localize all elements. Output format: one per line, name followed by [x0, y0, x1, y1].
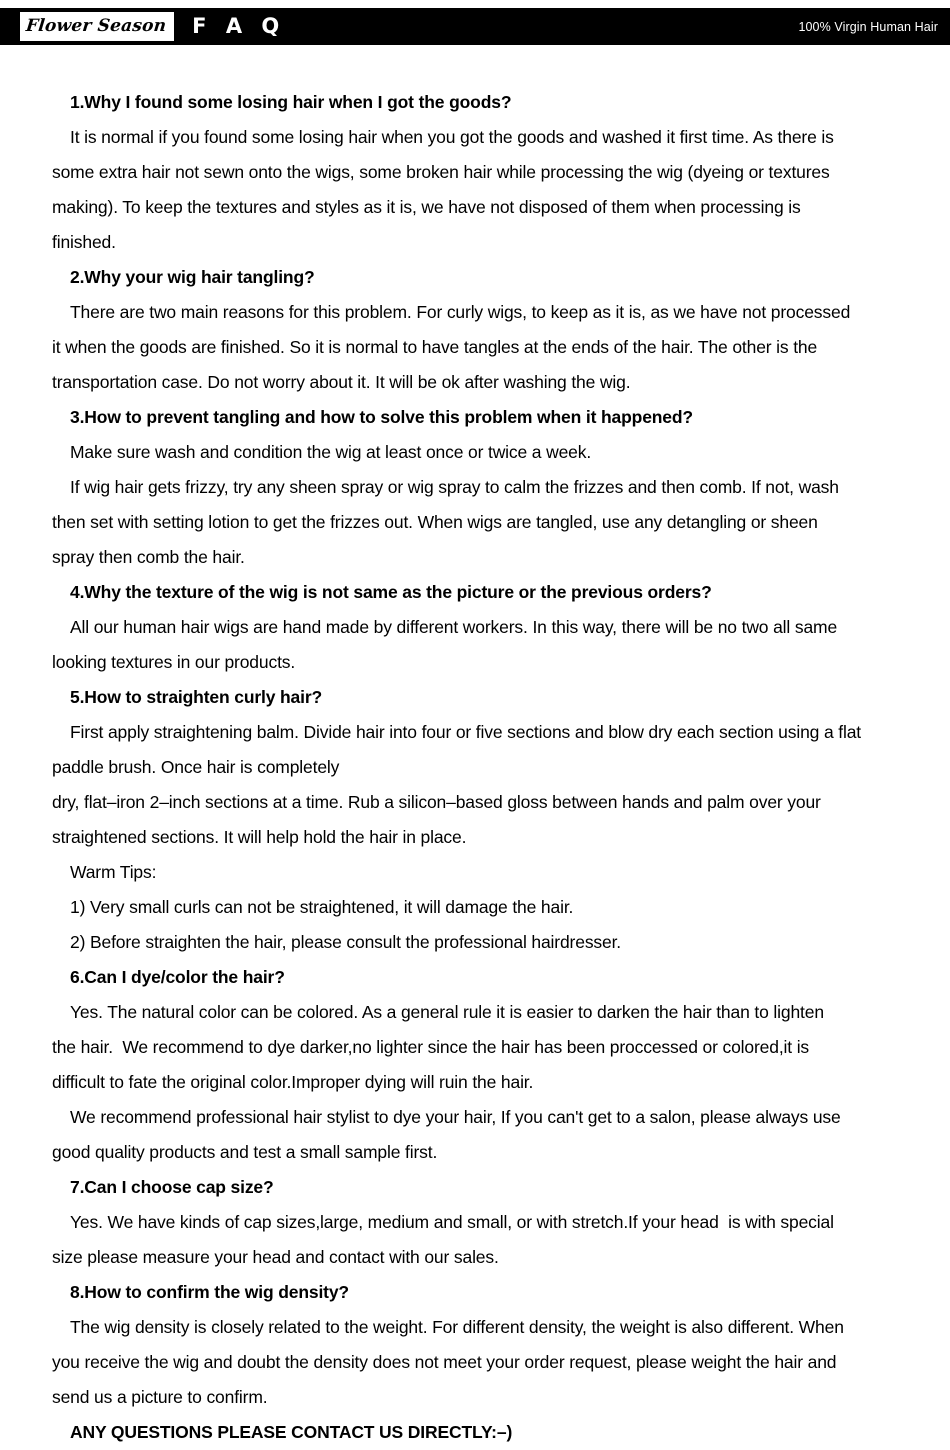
faq-answer-line: then set with setting lotion to get the frizzes out. When wigs are tangled, use any detangling or sheen: [52, 512, 818, 532]
faq-answer-line: paddle brush. Once hair is completely: [52, 757, 340, 777]
faq-answer-line: transportation case. Do not worry about it. It will be ok after washing the wig.: [52, 372, 631, 392]
faq-answer-line: Yes. We have kinds of cap sizes,large, medium and small, or with stretch.If your head is with special: [70, 1212, 834, 1232]
faq-answer-line: Warm Tips:: [70, 862, 157, 882]
faq-answer-line: 1) Very small curls can not be straightened, it will damage the hair.: [70, 897, 574, 917]
faq-question: 7.Can I choose cap size?: [70, 1177, 274, 1197]
faq-question: 4.Why the texture of the wig is not same as the picture or the previous orders?: [70, 582, 712, 602]
faq-answer-line: size please measure your head and contact with our sales.: [52, 1247, 499, 1267]
faq-closing-line: ANY QUESTIONS PLEASE CONTACT US DIRECTLY:–): [70, 1422, 513, 1442]
faq-answer-line: the hair. We recommend to dye darker,no lighter since the hair has been proccessed or colored,it is: [52, 1037, 810, 1057]
faq-answer-line: difficult to fate the original color.Improper dying will ruin the hair.: [52, 1072, 534, 1092]
faq-answer-line: finished.: [52, 232, 116, 252]
faq-question: 2.Why your wig hair tangling?: [70, 267, 315, 287]
page-title: F A Q: [192, 14, 286, 38]
faq-answer-line: Yes. The natural color can be colored. As a general rule it is easier to darken the hair than to lighten: [70, 1002, 824, 1022]
faq-question: 6.Can I dye/color the hair?: [70, 967, 285, 987]
faq-answer-line: straightened sections. It will help hold the hair in place.: [52, 827, 467, 847]
faq-answer-line: dry, flat–iron 2–inch sections at a time. Rub a silicon–based gloss between hands and palm over your: [52, 792, 821, 812]
faq-answer-line: Make sure wash and condition the wig at least once or twice a week.: [70, 442, 592, 462]
faq-answer-line: spray then comb the hair.: [52, 547, 245, 567]
faq-answer-line: send us a picture to confirm.: [52, 1387, 268, 1407]
faq-question: 3.How to prevent tangling and how to solve this problem when it happened?: [70, 407, 693, 427]
faq-answer-line: making). To keep the textures and styles as it is, we have not disposed of them when processing is: [52, 197, 801, 217]
faq-answer-line: it when the goods are finished. So it is normal to have tangles at the ends of the hair. The other is the: [52, 337, 818, 357]
faq-question: 5.How to straighten curly hair?: [70, 687, 323, 707]
faq-question: 8.How to confirm the wig density?: [70, 1282, 349, 1302]
faq-answer-line: some extra hair not sewn onto the wigs, some broken hair while processing the wig (dyeing or textures: [52, 162, 830, 182]
faq-answer-line: If wig hair gets frizzy, try any sheen spray or wig spray to calm the frizzes and then comb. If not, wash: [70, 477, 839, 497]
faq-answer-line: We recommend professional hair stylist to dye your hair, If you can't get to a salon, please always use: [70, 1107, 841, 1127]
faq-answer-line: First apply straightening balm. Divide hair into four or five sections and blow dry each section using a flat: [70, 722, 862, 742]
faq-answer-line: you receive the wig and doubt the density does not meet your order request, please weight the hair and: [52, 1352, 837, 1372]
brand-logo-text: Flower Season: [25, 16, 168, 36]
faq-content: [0, 45, 950, 1450]
brand-logo: [20, 12, 174, 41]
faq-answer-line: looking textures in our products.: [52, 652, 296, 672]
faq-question: 1.Why I found some losing hair when I got the goods?: [70, 92, 512, 112]
faq-lines: [0, 85, 950, 1450]
faq-answer-line: The wig density is closely related to the weight. For different density, the weight is also different. When: [70, 1317, 844, 1337]
faq-answer-line: 2) Before straighten the hair, please consult the professional hairdresser.: [70, 932, 622, 952]
faq-answer-line: It is normal if you found some losing hair when you got the goods and washed it first time. As there is: [70, 127, 834, 147]
faq-answer-line: There are two main reasons for this problem. For curly wigs, to keep as it is, as we have not processed: [70, 302, 851, 322]
faq-answer-line: All our human hair wigs are hand made by different workers. In this way, there will be no two all same: [70, 617, 838, 637]
content-spacer: [0, 45, 950, 85]
header-tagline: 100% Virgin Human Hair: [798, 19, 938, 34]
page-header: [0, 8, 950, 45]
faq-answer-line: good quality products and test a small sample first.: [52, 1142, 438, 1162]
